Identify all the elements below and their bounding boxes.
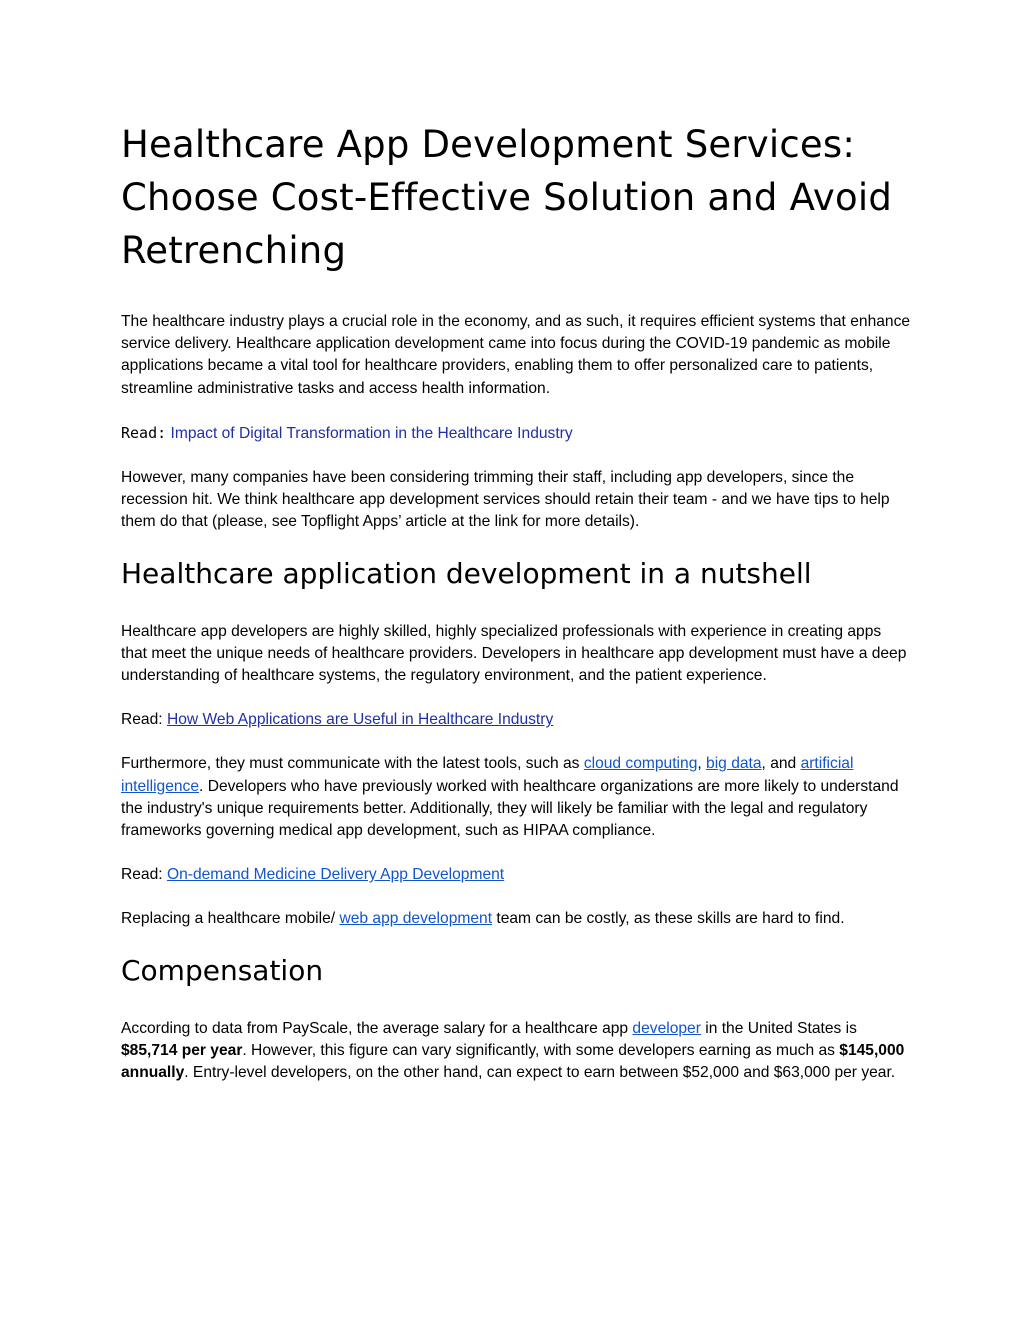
tools-text-3: , and <box>761 755 801 773</box>
read-line-2 <box>121 709 911 731</box>
tools-text-2: , <box>697 755 707 773</box>
salary-max: $145,000 annually <box>121 1041 905 1082</box>
read-link-web-applications[interactable]: How Web Applications are Useful in Healthcare Industry <box>166 711 554 729</box>
read-line-1 <box>121 422 911 445</box>
tools-text-1: Furthermore, they must communicate with the latest tools, such as <box>121 755 584 773</box>
developers-paragraph: Healthcare app developers are highly skilled, highly specialized professionals with experience in creating apps that meet the unique needs of healthcare providers. Developers in healthcare app development must have a deep understanding of healthcare systems, the regulatory environment, and the patient experience. <box>121 622 907 685</box>
comp-text-1: According to data from PayScale, the average salary for a healthcare app <box>121 1019 633 1037</box>
link-developer[interactable]: developer <box>632 1019 701 1037</box>
intro-paragraph: The healthcare industry plays a crucial role in the economy, and as such, it requires efficient systems that enhance service delivery. Healthcare application development came into focus during the COVID-19 pandemic as mobile applications became a vital tool for healthcare providers, enabling them to offer personalized care to patients, streamline administrative tasks and access health information. <box>121 313 911 397</box>
comp-text-2: in the United States is <box>700 1019 857 1037</box>
replacing-text-2: team can be costly, as these skills are hard to find. <box>492 910 845 928</box>
replacing-text-1: Replacing a healthcare mobile/ <box>121 910 340 928</box>
link-cloud-computing[interactable]: cloud computing <box>583 755 698 773</box>
page-title: Healthcare App Development Services: Choose Cost-Effective Solution and Avoid Retrenching <box>121 123 893 272</box>
read-prefix: Read: <box>121 711 163 729</box>
document-page <box>121 118 911 1106</box>
read-link-digital-transformation[interactable]: Impact of Digital Transformation in the Healthcare Industry <box>170 424 573 442</box>
comp-text-3: . However, this figure can vary significantly, with some developers earning as much as <box>242 1041 840 1059</box>
tools-text-4: . Developers who have previously worked with healthcare organizations are more likely to understand the industry's unique requirements better. Additionally, they will likely be familiar with the legal and regulatory frameworks governing medical app development, such as HIPAA compliance. <box>121 777 899 840</box>
link-big-data[interactable]: big data <box>706 755 762 773</box>
replacing-paragraph <box>121 908 911 930</box>
read-link-medicine-delivery[interactable]: On-demand Medicine Delivery App Development <box>166 866 505 884</box>
section-heading-nutshell: Healthcare application development in a nutshell <box>121 556 812 590</box>
read-line-3 <box>121 864 911 886</box>
comp-text-4: . Entry-level developers, on the other hand, can expect to earn between $52,000 and $63,000 per year. <box>184 1064 896 1082</box>
link-artificial-intelligence[interactable]: artificial intelligence <box>121 755 854 795</box>
recession-paragraph: However, many companies have been considering trimming their staff, including app developers, since the recession hit. We think healthcare app development services should retain their team - and we have tips to help them do that (please, see Topflight Apps’ article at the link for more details). <box>121 469 890 531</box>
tools-paragraph <box>121 753 911 842</box>
read-prefix: Read: <box>121 423 167 442</box>
section-heading-compensation: Compensation <box>121 953 324 987</box>
compensation-paragraph <box>121 1018 911 1085</box>
salary-average: $85,714 per year <box>121 1041 243 1059</box>
link-web-app-development[interactable]: web app development <box>339 910 493 928</box>
read-prefix: Read: <box>121 866 163 884</box>
